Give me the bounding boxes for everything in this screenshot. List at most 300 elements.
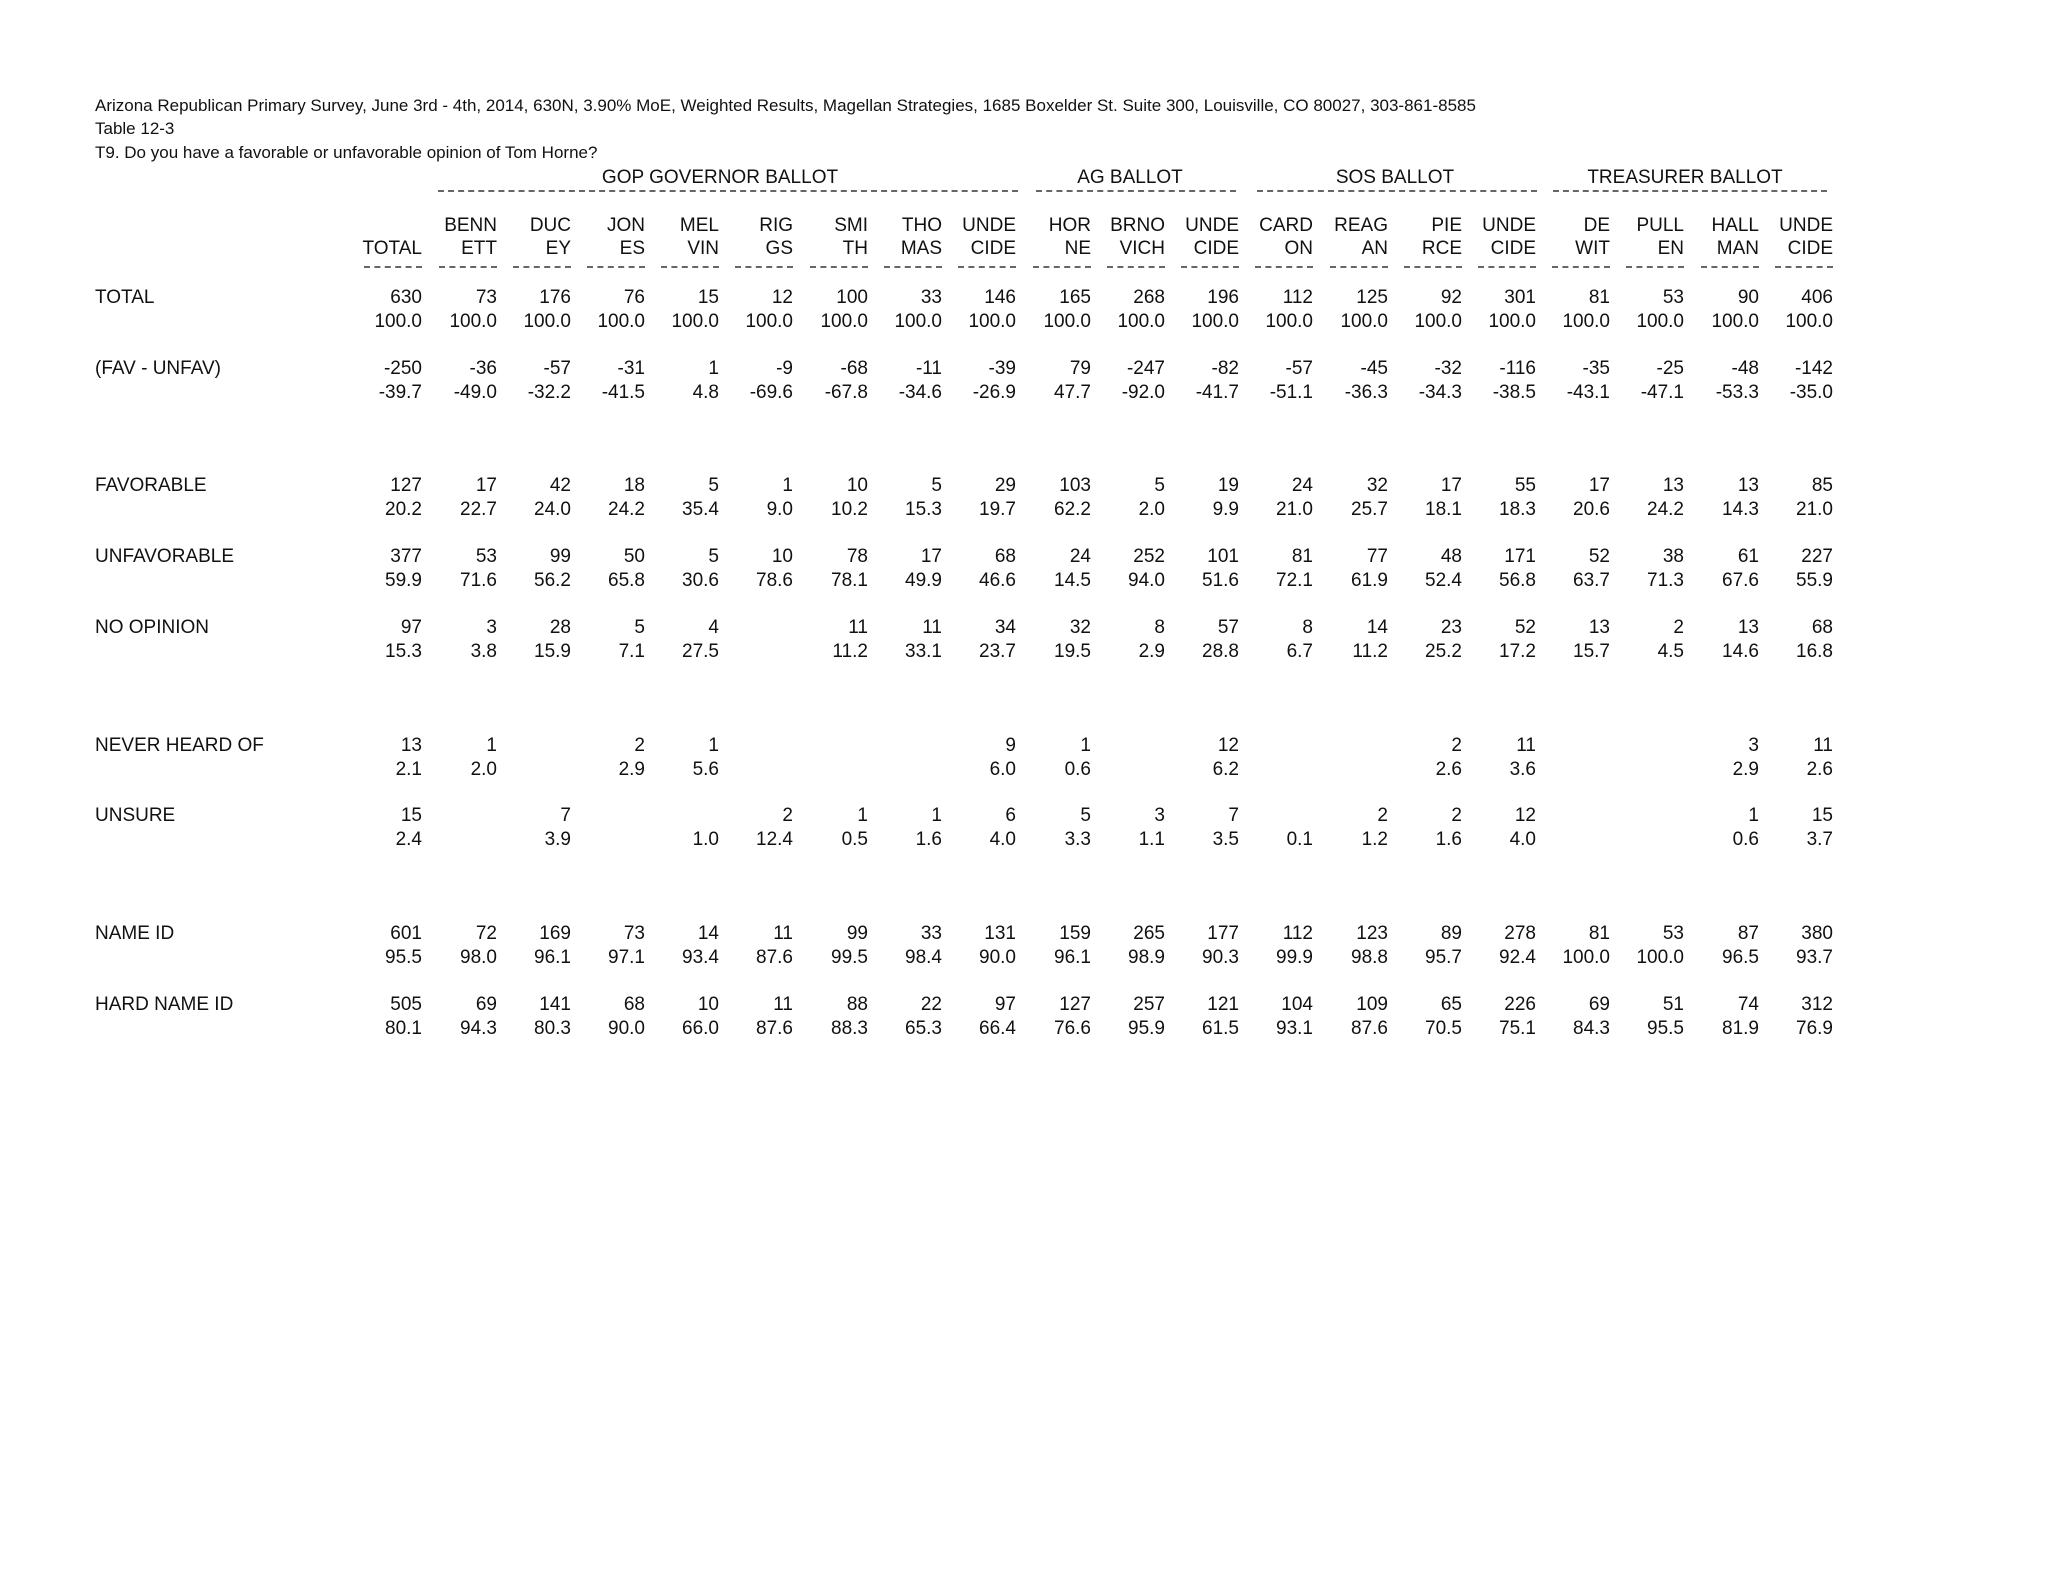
column-header-line2: MAN <box>1716 238 1759 259</box>
column-header-divider <box>364 266 422 268</box>
column-header-divider <box>1701 266 1759 268</box>
column-header-divider <box>439 266 497 268</box>
cell-percent: 100.0 <box>671 311 719 332</box>
column-header-divider <box>810 266 868 268</box>
cell-count: 73 <box>623 923 645 944</box>
cell-percent: 66.0 <box>682 1018 719 1039</box>
cell-count: -250 <box>383 358 422 379</box>
cell-count: -142 <box>1794 358 1833 379</box>
cell-percent: -34.3 <box>1418 382 1462 403</box>
cell-count: 99 <box>549 546 571 567</box>
cell-percent: -34.6 <box>898 382 942 403</box>
cell-count: 90 <box>1737 287 1759 308</box>
cell-count: -35 <box>1582 358 1610 379</box>
cell-percent: 78.1 <box>831 570 868 591</box>
cell-count: 123 <box>1356 923 1388 944</box>
cell-percent: 100.0 <box>449 311 497 332</box>
cell-count: 24 <box>1291 475 1313 496</box>
cell-count: 28 <box>549 617 571 638</box>
cell-percent: 9.0 <box>766 499 793 520</box>
cell-percent: -39.7 <box>378 382 422 403</box>
group-sos: SOS BALLOT <box>1335 167 1455 188</box>
cell-percent: 75.1 <box>1499 1018 1536 1039</box>
cell-count: 171 <box>1504 546 1536 567</box>
cell-count: 65 <box>1440 994 1462 1015</box>
cell-count: 61 <box>1737 546 1759 567</box>
cell-count: 1 <box>486 735 497 756</box>
cell-count: 85 <box>1811 475 1833 496</box>
cell-percent: 9.9 <box>1212 499 1239 520</box>
cell-percent: 6.7 <box>1286 641 1313 662</box>
cell-count: 1 <box>708 735 719 756</box>
cell-percent: 0.6 <box>1064 759 1091 780</box>
group-divider <box>438 190 1018 192</box>
cell-percent: 56.2 <box>534 570 571 591</box>
column-header-line2: CIDE <box>1787 238 1833 259</box>
cell-count: 2 <box>1451 735 1462 756</box>
cell-count: 15 <box>697 287 719 308</box>
cell-percent: 15.7 <box>1573 641 1610 662</box>
cell-count: 7 <box>560 805 571 826</box>
cell-count: -48 <box>1731 358 1759 379</box>
cell-count: 11 <box>922 617 942 638</box>
cell-percent: 71.6 <box>460 570 497 591</box>
cell-count: 301 <box>1504 287 1536 308</box>
cell-percent: 98.4 <box>905 947 942 968</box>
cell-percent: -35.0 <box>1789 382 1833 403</box>
cell-count: 38 <box>1662 546 1684 567</box>
column-header-divider <box>1330 266 1388 268</box>
cell-percent: 56.8 <box>1499 570 1536 591</box>
cell-count: 11 <box>848 617 868 638</box>
column-header-line2: AN <box>1361 238 1388 259</box>
cell-percent: 81.9 <box>1722 1018 1759 1039</box>
cell-percent: 76.6 <box>1054 1018 1091 1039</box>
column-header-divider <box>1181 266 1239 268</box>
cell-count: 51 <box>1662 994 1684 1015</box>
cell-percent: -67.8 <box>824 382 868 403</box>
cell-count: 169 <box>539 923 571 944</box>
column-header-divider <box>513 266 571 268</box>
cell-percent: 90.0 <box>979 947 1016 968</box>
cell-count: 177 <box>1207 923 1239 944</box>
cell-count: 601 <box>390 923 422 944</box>
cell-percent: 100.0 <box>745 311 793 332</box>
cell-percent: -38.5 <box>1492 382 1536 403</box>
cell-percent: 100.0 <box>1117 311 1165 332</box>
row-label: UNSURE <box>95 805 176 826</box>
column-header-line2: MAS <box>900 238 942 259</box>
cell-count: 121 <box>1207 994 1239 1015</box>
cell-count: 29 <box>994 475 1016 496</box>
cell-count: -25 <box>1656 358 1684 379</box>
column-header-divider <box>958 266 1016 268</box>
cell-percent: 95.5 <box>385 947 422 968</box>
column-header-divider <box>1255 266 1313 268</box>
cell-percent: 100.0 <box>1414 311 1462 332</box>
column-header-line2: GS <box>765 238 793 259</box>
cell-count: 3 <box>486 617 497 638</box>
cell-count: 196 <box>1207 287 1239 308</box>
cell-percent: 78.6 <box>756 570 793 591</box>
cell-percent: 100.0 <box>1562 311 1610 332</box>
cell-percent: 71.3 <box>1647 570 1684 591</box>
column-header-divider <box>1033 266 1091 268</box>
cell-percent: 21.0 <box>1276 499 1313 520</box>
cell-percent: 4.0 <box>989 829 1016 850</box>
cell-count: 3 <box>1154 805 1165 826</box>
cell-count: 1 <box>1748 805 1759 826</box>
cell-percent: 25.7 <box>1351 499 1388 520</box>
cell-percent: 49.9 <box>905 570 942 591</box>
cell-count: 11 <box>1516 735 1536 756</box>
cell-count: 50 <box>623 546 645 567</box>
cell-percent: 93.1 <box>1276 1018 1313 1039</box>
cell-percent: 100.0 <box>1636 311 1684 332</box>
cell-percent: 20.6 <box>1573 499 1610 520</box>
cell-percent: 95.9 <box>1128 1018 1165 1039</box>
cell-percent: 80.1 <box>385 1018 422 1039</box>
cell-count: 53 <box>1662 287 1684 308</box>
cell-percent: 17.2 <box>1499 641 1536 662</box>
cell-percent: -47.1 <box>1640 382 1684 403</box>
cell-percent: 4.0 <box>1509 829 1536 850</box>
cell-count: 69 <box>1588 994 1610 1015</box>
column-header-line1: BRNO <box>1110 215 1165 236</box>
cell-percent: 87.6 <box>1351 1018 1388 1039</box>
cell-percent: -32.2 <box>527 382 571 403</box>
question-text: T9. Do you have a favorable or unfavorable opinion of Tom Horne? <box>95 143 598 162</box>
cell-count: -68 <box>840 358 868 379</box>
row-label: (FAV - UNFAV) <box>95 358 221 379</box>
cell-percent: 2.9 <box>1138 641 1165 662</box>
cell-percent: 6.2 <box>1212 759 1239 780</box>
row-label: NEVER HEARD OF <box>95 735 264 756</box>
cell-percent: 100.0 <box>1636 947 1684 968</box>
cell-percent: 96.1 <box>534 947 571 968</box>
row-label: NAME ID <box>95 923 175 944</box>
cell-count: 99 <box>846 923 868 944</box>
cell-count: 11 <box>773 994 793 1015</box>
cell-percent: 1.6 <box>915 829 942 850</box>
cell-percent: 67.6 <box>1722 570 1759 591</box>
cell-count: 5 <box>931 475 942 496</box>
cell-percent: 2.9 <box>1732 759 1759 780</box>
cell-count: 33 <box>920 287 942 308</box>
cell-percent: 10.2 <box>831 499 868 520</box>
column-header-line1: UNDE <box>1779 215 1833 236</box>
cell-count: 15 <box>400 805 422 826</box>
cell-count: 13 <box>1737 617 1759 638</box>
cell-count: 1 <box>708 358 719 379</box>
cell-count: -82 <box>1211 358 1239 379</box>
cell-percent: 1.6 <box>1435 829 1462 850</box>
cell-count: 252 <box>1133 546 1165 567</box>
cell-percent: 1.1 <box>1138 829 1165 850</box>
cell-percent: 14.6 <box>1722 641 1759 662</box>
cell-percent: 76.9 <box>1796 1018 1833 1039</box>
cell-percent: 99.9 <box>1276 947 1313 968</box>
column-header-divider <box>1626 266 1684 268</box>
cell-count: 89 <box>1440 923 1462 944</box>
cell-percent: 46.6 <box>979 570 1016 591</box>
cell-percent: -41.5 <box>601 382 645 403</box>
cell-count: 34 <box>994 617 1016 638</box>
cell-percent: 100.0 <box>968 311 1016 332</box>
column-header-line1: DUC <box>529 215 571 236</box>
cell-count: 165 <box>1059 287 1091 308</box>
cell-percent: 98.8 <box>1351 947 1388 968</box>
cell-percent: 61.9 <box>1351 570 1388 591</box>
cell-count: 5 <box>634 617 645 638</box>
column-header-divider <box>735 266 793 268</box>
column-header-line2: ON <box>1284 238 1313 259</box>
cell-percent: 96.1 <box>1054 947 1091 968</box>
cell-percent: 100.0 <box>1265 311 1313 332</box>
cell-count: 53 <box>1662 923 1684 944</box>
cell-count: 278 <box>1504 923 1536 944</box>
cell-count: 13 <box>400 735 422 756</box>
group-divider <box>1257 190 1537 192</box>
cell-percent: 88.3 <box>831 1018 868 1039</box>
cell-count: 257 <box>1133 994 1165 1015</box>
cell-percent: 94.3 <box>460 1018 497 1039</box>
column-header-line1: PULL <box>1636 215 1684 236</box>
cell-count: 5 <box>708 475 719 496</box>
cell-percent: 23.7 <box>979 641 1016 662</box>
cell-percent: 98.0 <box>460 947 497 968</box>
cell-count: -39 <box>988 358 1016 379</box>
cell-percent: 2.0 <box>1138 499 1165 520</box>
cell-count: 68 <box>994 546 1016 567</box>
cell-percent: 14.3 <box>1722 499 1759 520</box>
cell-percent: 2.0 <box>470 759 497 780</box>
cell-percent: 66.4 <box>979 1018 1016 1039</box>
cell-count: 380 <box>1801 923 1833 944</box>
column-header-line1: RIG <box>759 215 793 236</box>
cell-count: -116 <box>1499 358 1536 379</box>
cell-percent: 18.1 <box>1425 499 1462 520</box>
group-ag: AG BALLOT <box>1077 167 1183 188</box>
cell-count: 7 <box>1228 805 1239 826</box>
cell-percent: 35.4 <box>682 499 719 520</box>
row-label: HARD NAME ID <box>95 994 234 1015</box>
cell-count: 32 <box>1069 617 1091 638</box>
cell-count: 24 <box>1069 546 1091 567</box>
column-header-line2: TOTAL <box>362 238 422 259</box>
cell-count: 2 <box>782 805 793 826</box>
column-header-divider <box>661 266 719 268</box>
cell-count: 97 <box>400 617 422 638</box>
cell-count: 8 <box>1154 617 1165 638</box>
column-header-line2: TH <box>842 238 868 259</box>
cell-percent: 2.1 <box>395 759 422 780</box>
cell-count: 226 <box>1504 994 1536 1015</box>
cell-percent: 100.0 <box>820 311 868 332</box>
cell-count: 52 <box>1588 546 1610 567</box>
cell-percent: 100.0 <box>1043 311 1091 332</box>
cell-percent: 21.0 <box>1796 499 1833 520</box>
row-label: TOTAL <box>95 287 155 308</box>
cell-percent: 100.0 <box>1340 311 1388 332</box>
cell-percent: 4.5 <box>1657 641 1684 662</box>
cell-percent: 2.9 <box>618 759 645 780</box>
cell-percent: 100.0 <box>374 311 422 332</box>
cell-percent: 24.0 <box>534 499 571 520</box>
cell-percent: 12.4 <box>756 829 793 850</box>
cell-count: 17 <box>920 546 942 567</box>
cell-count: 5 <box>1154 475 1165 496</box>
cell-percent: 55.9 <box>1796 570 1833 591</box>
cell-count: 42 <box>549 475 571 496</box>
cell-percent: 2.6 <box>1435 759 1462 780</box>
column-header-line1: UNDE <box>1185 215 1239 236</box>
cell-percent: 16.8 <box>1796 641 1833 662</box>
cell-count: 17 <box>1588 475 1610 496</box>
cell-percent: 90.3 <box>1202 947 1239 968</box>
column-header-divider <box>1478 266 1536 268</box>
column-header-line1: DE <box>1583 215 1610 236</box>
cell-percent: -43.1 <box>1566 382 1610 403</box>
cell-count: 112 <box>1282 923 1313 944</box>
cell-count: 11 <box>773 923 793 944</box>
cell-count: 18 <box>623 475 645 496</box>
cell-count: 11 <box>1813 735 1833 756</box>
cell-percent: 27.5 <box>682 641 719 662</box>
cell-count: 9 <box>1005 735 1016 756</box>
cell-percent: 62.2 <box>1054 499 1091 520</box>
cell-percent: 6.0 <box>989 759 1016 780</box>
column-header-line1: BENN <box>444 215 497 236</box>
column-header-line2: ES <box>619 238 645 259</box>
cell-percent: 3.6 <box>1509 759 1536 780</box>
cell-percent: 95.7 <box>1425 947 1462 968</box>
row-label: NO OPINION <box>95 617 210 638</box>
cell-percent: 97.1 <box>608 947 645 968</box>
cell-count: -247 <box>1126 358 1165 379</box>
cell-count: 101 <box>1207 546 1239 567</box>
cell-count: 8 <box>1302 617 1313 638</box>
cell-percent: 0.6 <box>1732 829 1759 850</box>
cell-count: 17 <box>475 475 497 496</box>
cell-percent: 19.7 <box>979 499 1016 520</box>
cell-count: 12 <box>1514 805 1536 826</box>
cell-count: 33 <box>920 923 942 944</box>
cell-count: 88 <box>846 994 868 1015</box>
column-header-line1: HALL <box>1711 215 1759 236</box>
cell-count: 10 <box>846 475 868 496</box>
cell-count: -11 <box>915 358 942 379</box>
cell-count: -32 <box>1434 358 1462 379</box>
column-header-line2: VIN <box>687 238 719 259</box>
column-header-divider <box>1775 266 1833 268</box>
cell-percent: 3.9 <box>544 829 571 850</box>
cell-count: -57 <box>543 358 571 379</box>
cell-percent: 14.5 <box>1054 570 1091 591</box>
cell-count: 1 <box>1080 735 1091 756</box>
cell-percent: 59.9 <box>385 570 422 591</box>
cell-percent: 65.8 <box>608 570 645 591</box>
cell-percent: -41.7 <box>1195 382 1239 403</box>
cell-count: -36 <box>469 358 497 379</box>
row-label: UNFAVORABLE <box>95 546 235 567</box>
cell-percent: 3.8 <box>470 641 497 662</box>
column-header-line1: MEL <box>679 215 719 236</box>
cell-percent: 52.4 <box>1425 570 1462 591</box>
cell-count: 4 <box>708 617 719 638</box>
cell-count: 52 <box>1514 617 1536 638</box>
cell-count: 104 <box>1281 994 1313 1015</box>
cell-count: 103 <box>1059 475 1091 496</box>
cell-count: 109 <box>1356 994 1388 1015</box>
cell-percent: 28.8 <box>1202 641 1239 662</box>
cell-count: 79 <box>1069 358 1091 379</box>
cell-count: 1 <box>782 475 793 496</box>
cell-percent: 24.2 <box>1647 499 1684 520</box>
cell-percent: -69.6 <box>749 382 793 403</box>
cell-count: 1 <box>857 805 868 826</box>
cell-percent: 15.3 <box>905 499 942 520</box>
cell-count: 100 <box>836 287 868 308</box>
cell-count: 2 <box>1377 805 1388 826</box>
cell-percent: 100.0 <box>1191 311 1239 332</box>
cell-percent: 4.8 <box>692 382 719 403</box>
cell-count: 22 <box>920 994 942 1015</box>
cell-percent: 1.0 <box>692 829 719 850</box>
cell-percent: 30.6 <box>682 570 719 591</box>
column-header-divider <box>1107 266 1165 268</box>
cell-percent: 15.3 <box>385 641 422 662</box>
cell-percent: 93.4 <box>682 947 719 968</box>
cell-percent: 3.7 <box>1806 829 1833 850</box>
cell-count: 15 <box>1811 805 1833 826</box>
column-header-line1: UNDE <box>962 215 1016 236</box>
cell-percent: 72.1 <box>1276 570 1313 591</box>
cell-count: 48 <box>1440 546 1462 567</box>
cell-percent: 18.3 <box>1499 499 1536 520</box>
group-gop-governor: GOP GOVERNOR BALLOT <box>601 167 839 188</box>
cell-count: 19 <box>1217 475 1239 496</box>
cell-count: 87 <box>1737 923 1759 944</box>
cell-count: 53 <box>475 546 497 567</box>
cell-count: 13 <box>1662 475 1684 496</box>
column-header-line1: HOR <box>1048 215 1091 236</box>
cell-count: 12 <box>771 287 793 308</box>
cell-percent: 2.6 <box>1806 759 1833 780</box>
cell-count: 72 <box>475 923 497 944</box>
column-header-line2: RCE <box>1421 238 1462 259</box>
cell-count: 76 <box>623 287 645 308</box>
cell-count: 112 <box>1282 287 1313 308</box>
cell-percent: 80.3 <box>534 1018 571 1039</box>
cell-count: 74 <box>1737 994 1759 1015</box>
cell-percent: 63.7 <box>1573 570 1610 591</box>
cell-percent: 0.5 <box>841 829 868 850</box>
cell-percent: 96.5 <box>1722 947 1759 968</box>
cell-percent: 100.0 <box>597 311 645 332</box>
cell-count: -45 <box>1360 358 1388 379</box>
cell-percent: 100.0 <box>1785 311 1833 332</box>
cell-count: 12 <box>1217 735 1239 756</box>
column-header-line2: CIDE <box>970 238 1016 259</box>
cell-count: 406 <box>1801 287 1833 308</box>
cell-percent: -49.0 <box>453 382 497 403</box>
cell-percent: 94.0 <box>1128 570 1165 591</box>
column-header-line1: JON <box>607 215 645 236</box>
column-header-line1: THO <box>901 215 942 236</box>
cell-count: 227 <box>1801 546 1833 567</box>
column-header-line2: NE <box>1064 238 1091 259</box>
